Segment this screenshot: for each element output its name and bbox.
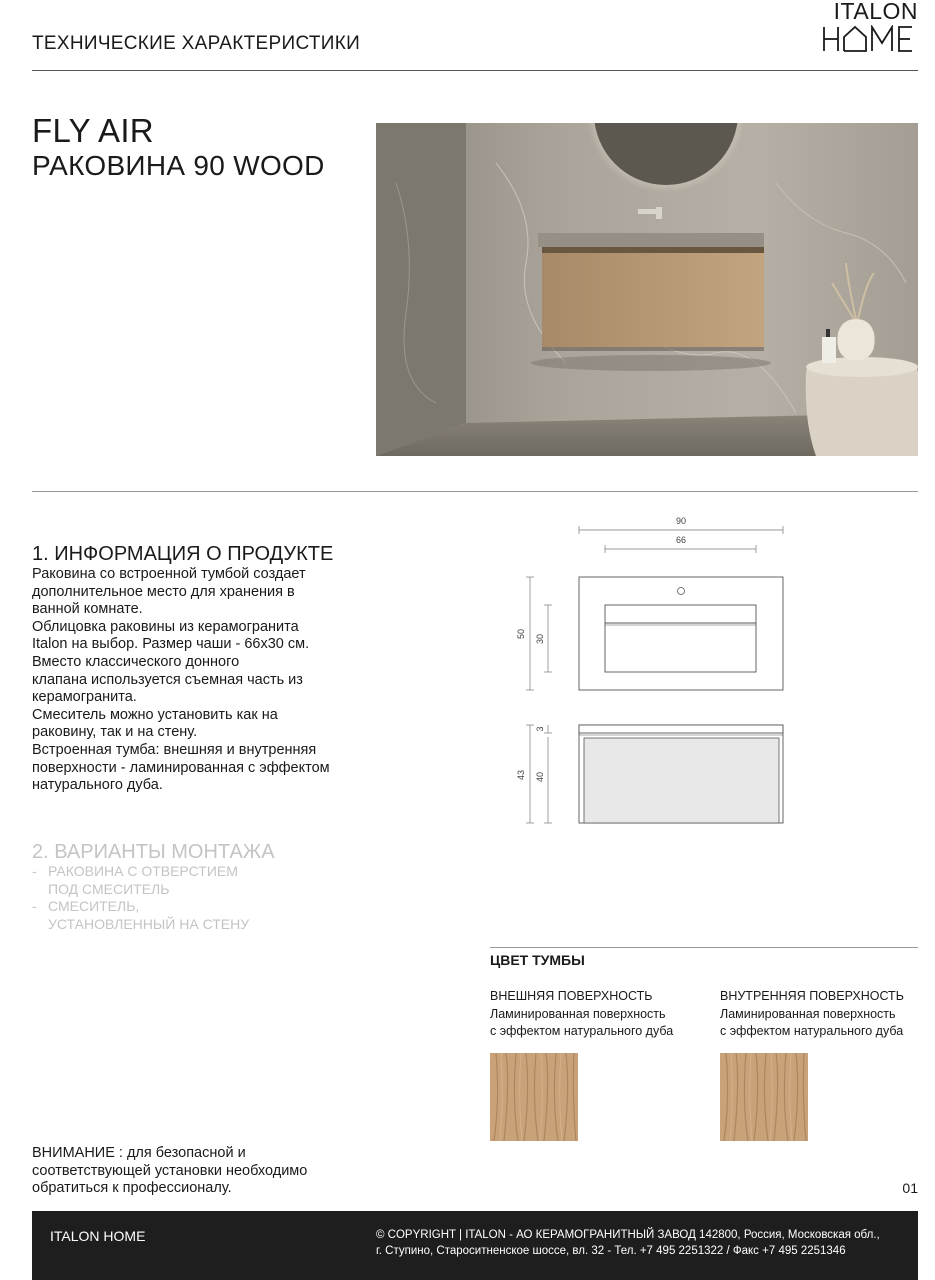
footer-copyright-line: г. Ступино, Староситненское шоссе, вл. 32 - Тел. +7 495 2251322 / Факс +7 495 2251346 bbox=[376, 1245, 846, 1257]
info-line: ванной комнате. bbox=[32, 601, 143, 618]
page-header-title: ТЕХНИЧЕСКИЕ ХАРАКТЕРИСТИКИ bbox=[32, 33, 361, 54]
brand-logo-top: ITALON bbox=[833, 0, 918, 24]
dim-width-bowl: 66 bbox=[675, 535, 687, 545]
info-line: Облицовка раковины из керамогранита bbox=[32, 618, 299, 635]
outer-wood-swatch bbox=[490, 1053, 578, 1141]
installation-warning: ВНИМАНИЕ : для безопасной и соответствующей установки необходимо обратиться к профессионалу. bbox=[32, 1145, 308, 1197]
dim-height-total: 43 bbox=[516, 769, 526, 781]
info-line: поверхности - ламинированная с эффектом bbox=[32, 759, 330, 776]
header-divider bbox=[32, 70, 918, 71]
product-name: FLY AIR bbox=[32, 112, 154, 149]
outer-surface-line: Ламинированная поверхность bbox=[490, 1006, 666, 1021]
technical-drawing bbox=[500, 505, 800, 835]
list-item: - СМЕСИТЕЛЬ, bbox=[32, 898, 140, 915]
dim-depth-bowl: 30 bbox=[535, 633, 545, 645]
info-line: Раковина со встроенной тумбой создает bbox=[32, 566, 306, 582]
section-divider bbox=[32, 491, 918, 492]
outer-surface-line: с эффектом натурального дуба bbox=[490, 1024, 674, 1039]
info-line: Встроенная тумба: внешняя и внутренняя bbox=[32, 741, 317, 758]
section-mounting-title: 2. ВАРИАНТЫ МОНТАЖА bbox=[32, 841, 275, 863]
outer-surface-info bbox=[490, 988, 673, 1041]
dim-height-cabinet: 40 bbox=[535, 771, 545, 783]
product-subtitle: РАКОВИНА 90 WOOD bbox=[32, 150, 325, 181]
cabinet-color-title: ЦВЕТ ТУМБЫ bbox=[490, 952, 585, 968]
dim-depth-total: 50 bbox=[516, 628, 526, 640]
info-line: клапана используется съемная часть из bbox=[32, 671, 303, 688]
footer-copyright bbox=[376, 1227, 880, 1259]
brand-logo-bottom bbox=[822, 25, 918, 53]
info-line: натурального дуба. bbox=[32, 777, 163, 794]
footer-brand: ITALON HOME bbox=[50, 1228, 146, 1244]
color-divider bbox=[490, 947, 918, 948]
info-line: Italon на выбор. Размер чаши - 66x30 см. bbox=[32, 636, 310, 653]
mounting-options-list bbox=[32, 863, 249, 933]
dim-width-total: 90 bbox=[675, 516, 687, 526]
info-line: дополнительное место для хранения в bbox=[32, 583, 295, 600]
footer-copyright-line: © COPYRIGHT | ITALON - АО КЕРАМОГРАНИТНЫЙ ЗАВОД 142800, Россия, Московская обл., bbox=[376, 1229, 880, 1241]
inner-wood-swatch bbox=[720, 1053, 808, 1141]
list-item: УСТАНОВЛЕННЫЙ НА СТЕНУ bbox=[48, 915, 250, 932]
footer bbox=[32, 1211, 918, 1280]
inner-surface-line: Ламинированная поверхность bbox=[720, 1006, 896, 1021]
page-number: 01 bbox=[902, 1180, 918, 1196]
list-item: ПОД СМЕСИТЕЛЬ bbox=[48, 880, 170, 897]
info-line: Смеситель можно установить как на bbox=[32, 706, 278, 723]
inner-surface-heading: ВНУТРЕННЯЯ ПОВЕРХНОСТЬ bbox=[720, 989, 904, 1003]
outer-surface-heading: ВНЕШНЯЯ ПОВЕРХНОСТЬ bbox=[490, 989, 653, 1003]
dim-height-top: 3 bbox=[535, 726, 545, 732]
info-line: Вместо классического донного bbox=[32, 653, 240, 670]
section-product-info-title: 1. ИНФОРМАЦИЯ О ПРОДУКТЕ bbox=[32, 543, 334, 565]
section-product-info-body bbox=[32, 566, 362, 795]
inner-surface-info bbox=[720, 988, 904, 1041]
info-line: раковину, так и на стену. bbox=[32, 724, 198, 741]
inner-surface-line: с эффектом натурального дуба bbox=[720, 1024, 904, 1039]
product-photo bbox=[376, 123, 918, 456]
list-item: - РАКОВИНА С ОТВЕРСТИЕМ bbox=[32, 863, 238, 879]
info-line: керамогранита. bbox=[32, 689, 137, 706]
brand-logo bbox=[822, 0, 918, 53]
